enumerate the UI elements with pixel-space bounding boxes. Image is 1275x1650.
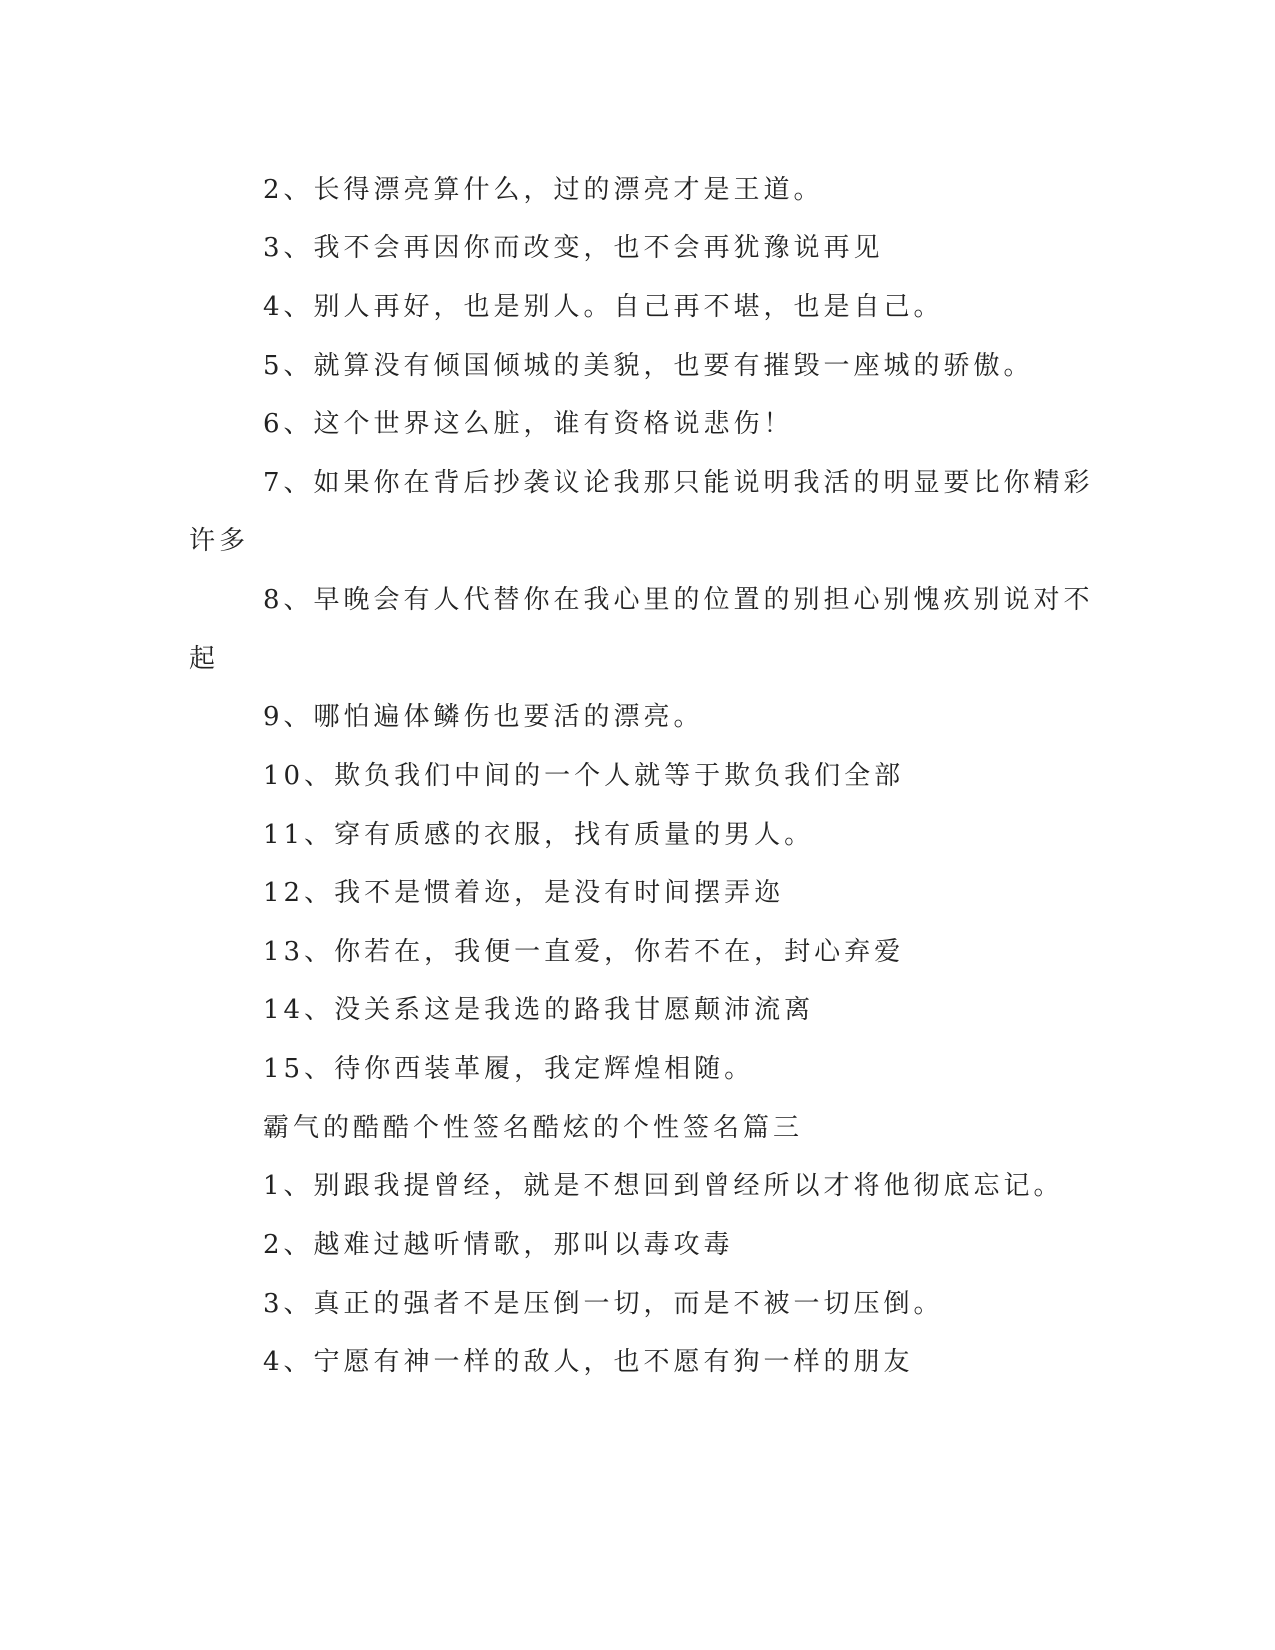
list-item: 8、早晚会有人代替你在我心里的位置的别担心别愧疚别说对不 bbox=[263, 585, 1094, 615]
list-item: 3、我不会再因你而改变，也不会再犹豫说再见 bbox=[263, 233, 884, 263]
list-item: 3、真正的强者不是压倒一切，而是不被一切压倒。 bbox=[263, 1289, 944, 1319]
list-item: 5、就算没有倾国倾城的美貌，也要有摧毁一座城的骄傲。 bbox=[263, 351, 1034, 381]
list-item: 12、我不是惯着迩，是没有时间摆弄迩 bbox=[263, 878, 785, 908]
section-heading: 霸气的酷酷个性签名酷炫的个性签名篇三 bbox=[263, 1113, 804, 1143]
list-item: 14、没关系这是我选的路我甘愿颠沛流离 bbox=[263, 995, 815, 1025]
list-item: 4、宁愿有神一样的敌人，也不愿有狗一样的朋友 bbox=[263, 1347, 914, 1377]
list-item: 6、这个世界这么脏，谁有资格说悲伤！ bbox=[263, 409, 794, 439]
list-item-continuation: 许多 bbox=[189, 526, 250, 556]
list-item: 13、你若在，我便一直爱，你若不在，封心弃爱 bbox=[263, 937, 905, 967]
list-item: 9、哪怕遍体鳞伤也要活的漂亮。 bbox=[263, 702, 704, 732]
list-item: 7、如果你在背后抄袭议论我那只能说明我活的明显要比你精彩 bbox=[263, 468, 1094, 498]
list-item: 15、待你西装革履，我定辉煌相随。 bbox=[263, 1054, 755, 1084]
list-item: 2、越难过越听情歌，那叫以毒攻毒 bbox=[263, 1230, 734, 1260]
list-item: 10、欺负我们中间的一个人就等于欺负我们全部 bbox=[263, 761, 905, 791]
list-item: 4、别人再好，也是别人。自己再不堪，也是自己。 bbox=[263, 292, 944, 322]
list-item-continuation: 起 bbox=[189, 644, 220, 674]
list-item: 1、别跟我提曾经，就是不想回到曾经所以才将他彻底忘记。 bbox=[263, 1171, 1064, 1201]
list-item: 11、穿有质感的衣服，找有质量的男人。 bbox=[263, 820, 815, 850]
list-item: 2、长得漂亮算什么，过的漂亮才是王道。 bbox=[263, 175, 824, 205]
